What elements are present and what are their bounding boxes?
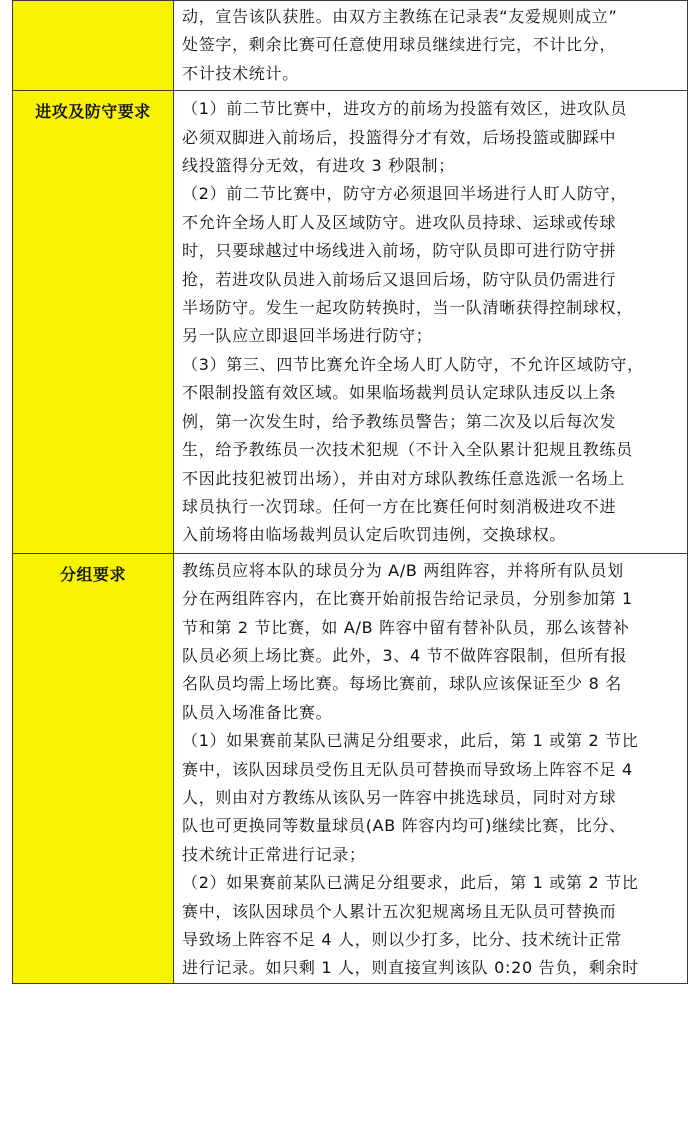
row-content-cell — [174, 1, 688, 91]
row-label-cell — [13, 553, 174, 983]
text-line: 必须双脚进入前场后，投篮得分才有效，后场投篮或脚踩中 — [182, 127, 617, 147]
row-label-cell — [13, 1, 174, 91]
table-row — [13, 91, 688, 554]
text-line: 线投篮得分无效，有进攻 3 秒限制； — [182, 156, 455, 176]
text-line: 不限制投篮有效区域。如果临场裁判员认定球队违反以上条 — [182, 383, 617, 403]
text-line: （2）前二节比赛中，防守方必须退回半场进行人盯人防守， — [182, 184, 628, 204]
text-line: 教练员应将本队的球员分为 A/B 两组阵容，并将所有队员划 — [182, 560, 624, 580]
row-label — [13, 1, 173, 9]
text-line: 例，第一次发生时，给予教练员警告；第二次及以后每次发 — [182, 411, 617, 431]
text-line: 人，则由对方教练从该队另一阵容中挑选球员，同时对方球 — [182, 787, 617, 807]
text-line: 不允许全场人盯人及区域防守。进攻队员持球、运球或传球 — [182, 212, 617, 232]
text-line: 技术统计正常进行记录； — [182, 844, 366, 864]
text-line: （3）第三、四节比赛允许全场人盯人防守，不允许区域防守， — [182, 354, 644, 374]
text-line: 入前场将由临场裁判员认定后吹罚违例，交换球权。 — [182, 525, 567, 545]
text-line: （2）如果赛前某队已满足分组要求，此后，第 1 或第 2 节比 — [182, 873, 639, 893]
text-line: 名队员均需上场比赛。每场比赛前，球队应该保证至少 8 名 — [182, 674, 622, 694]
text-line: 球员执行一次罚球。任何一方在比赛任何时刻消极进攻不进 — [182, 496, 617, 516]
text-line: 抢，若进攻队员进入前场后又退回后场，防守队员仍需进行 — [182, 269, 617, 289]
row-label: 分组要求 — [59, 564, 126, 584]
row-label: 进攻及防守要求 — [35, 102, 151, 122]
text-line: 赛中，该队因球员受伤且无队员可替换而导致场上阵容不足 4 — [182, 759, 633, 779]
rules-table — [12, 0, 688, 984]
text-line: 队也可更换同等数量球员(AB 阵容内均可)继续比赛，比分、 — [182, 816, 626, 836]
text-line: 生，给予教练员一次技术犯规（不计入全队累计犯规且教练员 — [182, 440, 633, 460]
table-row — [13, 1, 688, 91]
text-line: 不因此技犯被罚出场），并由对方球队教练任意选派一名场上 — [182, 468, 625, 488]
text-line: 进行记录。如只剩 1 人，则直接宣判该队 0:20 告负，剩余时 — [182, 958, 639, 978]
text-line: 处签字，剩余比赛可任意使用球员继续进行完，不计比分， — [182, 35, 617, 55]
text-line: 队员必须上场比赛。此外，3、4 节不做阵容限制，但所有报 — [182, 645, 628, 665]
table-row — [13, 553, 688, 983]
text-line: 时，只要球越过中场线进入前场，防守队员即可进行防守拼 — [182, 241, 617, 261]
text-line: 分在两组阵容内，在比赛开始前报告给记录员，分别参加第 1 — [182, 589, 633, 609]
text-line: 赛中，该队因球员个人累计五次犯规离场且无队员可替换而 — [182, 901, 617, 921]
row-content-cell — [174, 91, 688, 554]
text-line: 半场防守。发生一起攻防转换时，当一队清晰获得控制球权， — [182, 298, 633, 318]
text-line: 节和第 2 节比赛，如 A/B 阵容中留有替补队员，那么该替补 — [182, 617, 630, 637]
text-line: 不计技术统计。 — [182, 63, 299, 83]
row-content-cell — [174, 553, 688, 983]
text-line: 导致场上阵容不足 4 人，则以少打多，比分、技术统计正常 — [182, 930, 622, 949]
text-line: （1）前二节比赛中，进攻方的前场为投篮有效区，进攻队员 — [182, 99, 628, 119]
row-label-cell — [13, 91, 174, 554]
text-line: 另一队应立即退回半场进行防守； — [182, 326, 433, 346]
text-line: 队员入场准备比赛。 — [182, 702, 333, 722]
text-line: （1）如果赛前某队已满足分组要求，此后，第 1 或第 2 节比 — [182, 731, 639, 751]
text-line: 动，宣告该队获胜。由双方主教练在记录表“友爱规则成立” — [182, 7, 618, 26]
